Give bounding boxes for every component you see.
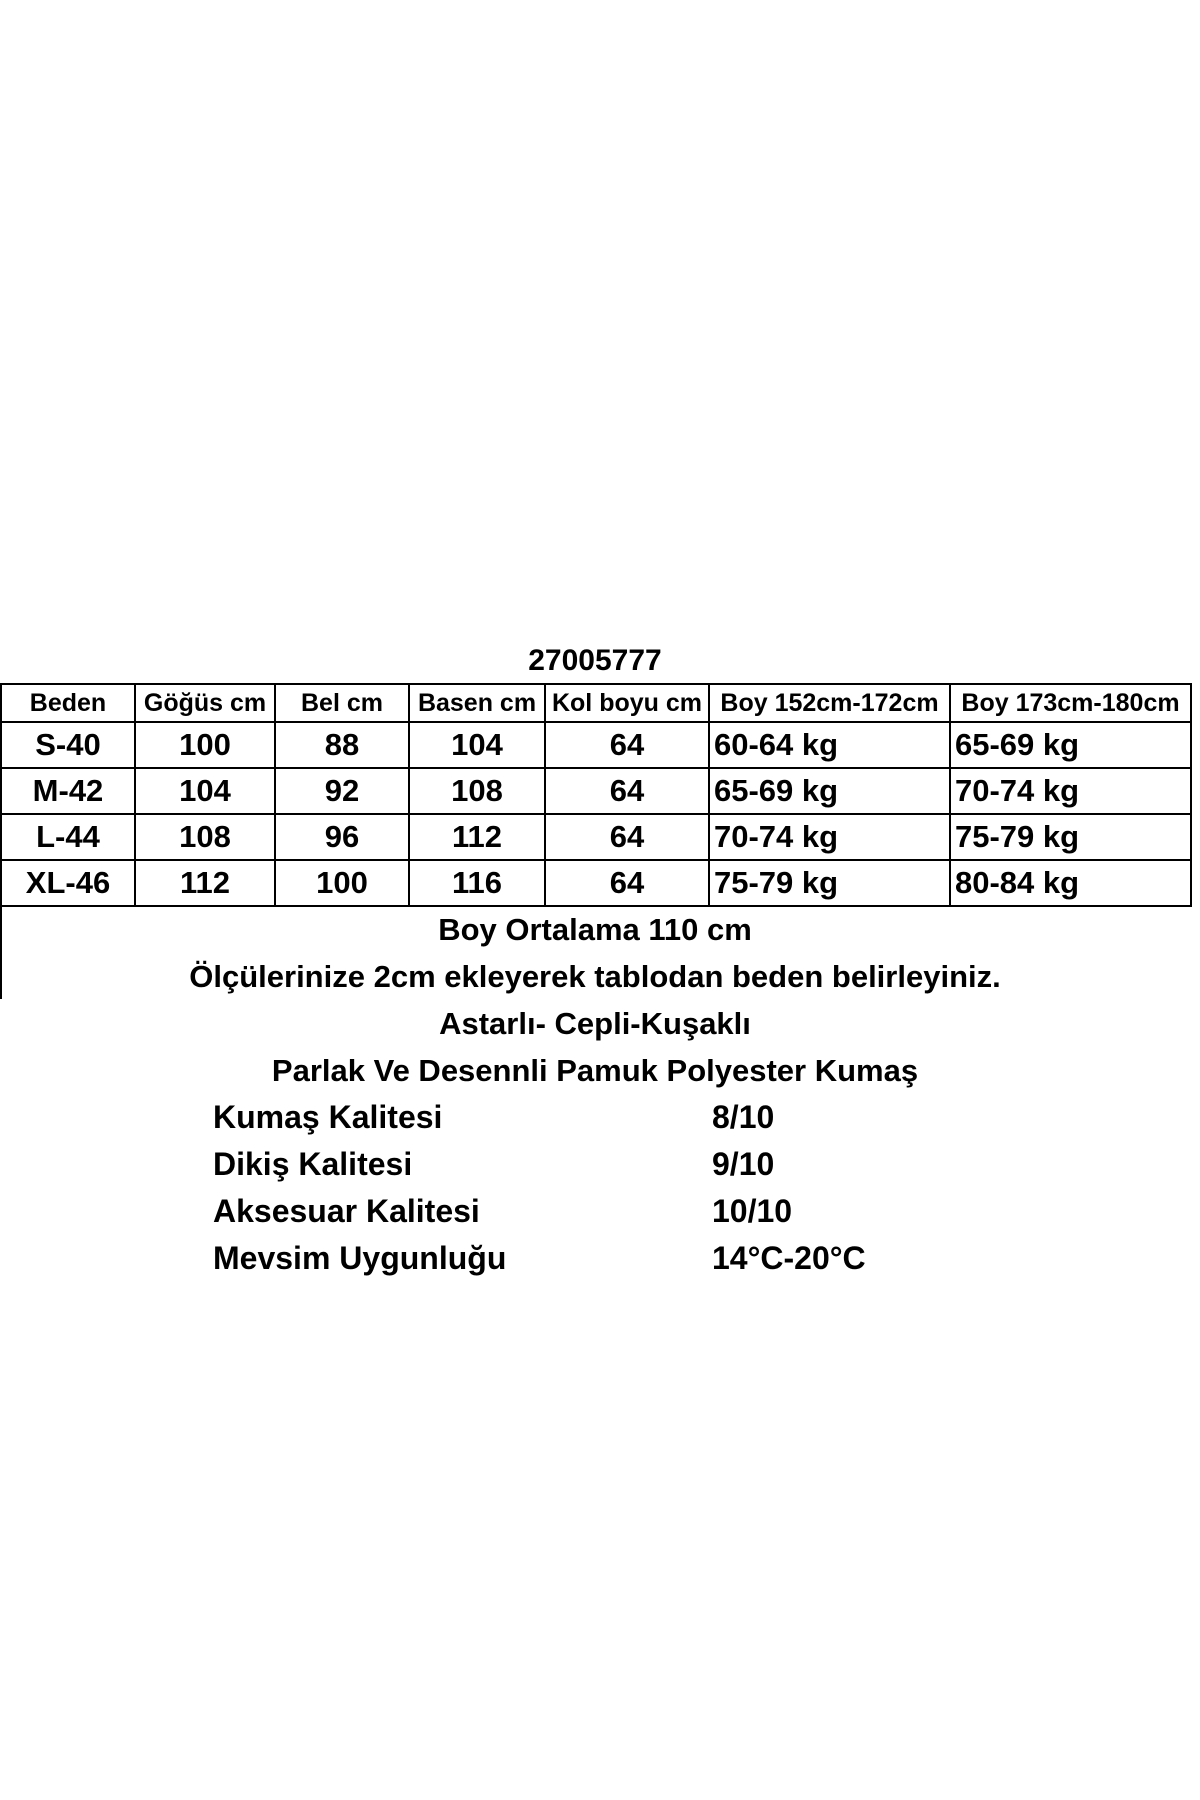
table-cell: XL-46 bbox=[1, 860, 135, 906]
header-cell-waist: Bel cm bbox=[275, 684, 409, 722]
table-cell: 104 bbox=[135, 768, 275, 814]
quality-row-fabric bbox=[0, 1097, 1190, 1137]
table-cell: 108 bbox=[135, 814, 275, 860]
table-cell: 96 bbox=[275, 814, 409, 860]
quality-row-accessory bbox=[0, 1191, 1190, 1231]
table-row bbox=[1, 860, 1191, 906]
table-cell: L-44 bbox=[1, 814, 135, 860]
table-cell: M-42 bbox=[1, 768, 135, 814]
table-cell: 112 bbox=[135, 860, 275, 906]
table-cell: 100 bbox=[135, 722, 275, 768]
table-cell: 92 bbox=[275, 768, 409, 814]
quality-label: Aksesuar Kalitesi bbox=[213, 1193, 480, 1229]
features-text: Astarlı- Cepli-Kuşaklı bbox=[439, 1006, 751, 1041]
table-cell: 75-79 kg bbox=[709, 860, 950, 906]
table-row bbox=[1, 814, 1191, 860]
size-advice-text: Ölçülerinize 2cm ekleyerek tablodan beden belirleyiniz. bbox=[189, 959, 1001, 994]
table-cell: 80-84 kg bbox=[950, 860, 1191, 906]
table-cell: 70-74 kg bbox=[709, 814, 950, 860]
table-cell: 108 bbox=[409, 768, 545, 814]
table-cell: 75-79 kg bbox=[950, 814, 1191, 860]
table-cell: 104 bbox=[409, 722, 545, 768]
table-cell: 116 bbox=[409, 860, 545, 906]
table-header-row bbox=[1, 684, 1191, 722]
average-height-text: Boy Ortalama 110 cm bbox=[438, 912, 752, 947]
fabric-text: Parlak Ve Desennli Pamuk Polyester Kumaş bbox=[271, 1053, 919, 1088]
table-cell: 65-69 kg bbox=[950, 722, 1191, 768]
table-cell: 60-64 kg bbox=[709, 722, 950, 768]
size-table bbox=[0, 683, 1192, 907]
quality-row-season bbox=[0, 1238, 1190, 1278]
quality-label: Dikiş Kalitesi bbox=[213, 1146, 413, 1182]
table-row bbox=[1, 722, 1191, 768]
header-cell-chest: Göğüs cm bbox=[135, 684, 275, 722]
product-code: 27005777 bbox=[528, 644, 662, 677]
table-row bbox=[1, 768, 1191, 814]
table-cell: 64 bbox=[545, 814, 709, 860]
table-cell: 64 bbox=[545, 860, 709, 906]
table-cell: 100 bbox=[275, 860, 409, 906]
header-cell-height-tall: Boy 173cm-180cm bbox=[950, 684, 1191, 722]
quality-value: 10/10 bbox=[712, 1193, 793, 1229]
table-cell: 64 bbox=[545, 722, 709, 768]
quality-value: 14°C-20°C bbox=[712, 1240, 866, 1276]
table-cell: 70-74 kg bbox=[950, 768, 1191, 814]
quality-value: 8/10 bbox=[712, 1099, 775, 1135]
quality-value: 9/10 bbox=[712, 1146, 775, 1182]
table-cell: S-40 bbox=[1, 722, 135, 768]
header-cell-hip: Basen cm bbox=[409, 684, 545, 722]
table-cell: 64 bbox=[545, 768, 709, 814]
header-cell-height-short: Boy 152cm-172cm bbox=[709, 684, 950, 722]
table-cell: 65-69 kg bbox=[709, 768, 950, 814]
table-cell: 112 bbox=[409, 814, 545, 860]
header-cell-sleeve: Kol boyu cm bbox=[545, 684, 709, 722]
header-cell-size: Beden bbox=[1, 684, 135, 722]
quality-row-stitching bbox=[0, 1144, 1190, 1184]
quality-label: Kumaş Kalitesi bbox=[213, 1099, 443, 1135]
quality-label: Mevsim Uygunluğu bbox=[213, 1240, 507, 1276]
table-cell: 88 bbox=[275, 722, 409, 768]
